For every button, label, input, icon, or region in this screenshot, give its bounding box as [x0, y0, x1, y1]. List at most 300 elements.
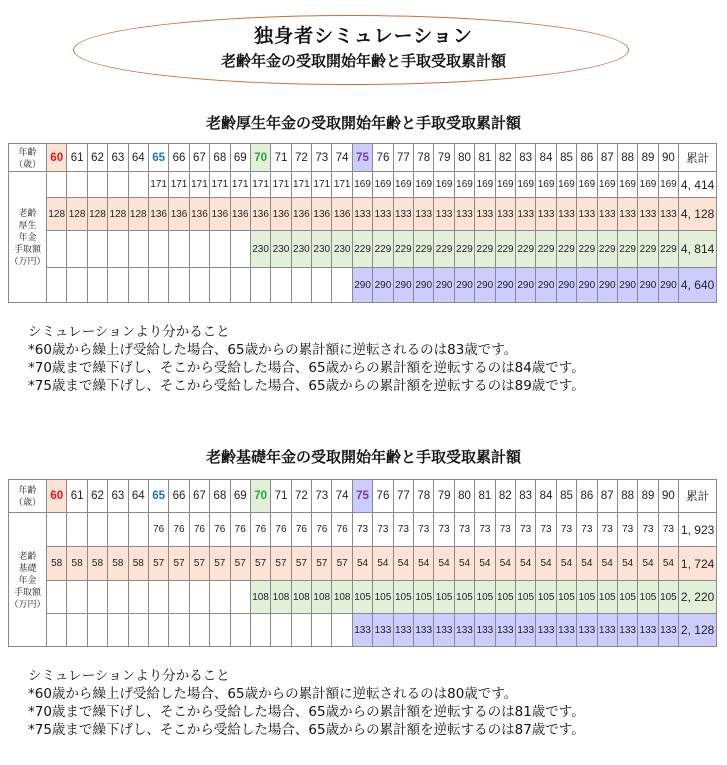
value-cell: 133 [597, 614, 617, 647]
value-cell [250, 268, 270, 303]
value-cell: 73 [577, 513, 597, 547]
value-cell: 136 [230, 198, 250, 231]
value-cell: 133 [454, 614, 474, 647]
value-cell: 105 [515, 581, 535, 614]
value-cell: 54 [414, 547, 434, 581]
value-cell: 133 [658, 614, 678, 647]
value-cell [189, 231, 209, 268]
value-cell: 230 [312, 231, 332, 268]
notes-heading: シミュレーションより分かること [28, 668, 230, 684]
value-cell: 105 [454, 581, 474, 614]
value-cell [250, 614, 270, 647]
value-cell: 169 [352, 172, 372, 198]
value-cell: 57 [291, 547, 311, 581]
value-cell: 76 [189, 513, 209, 547]
value-cell: 229 [658, 231, 678, 268]
value-cell [128, 172, 148, 198]
value-cell: 136 [271, 198, 291, 231]
data-row-start-70 [9, 231, 717, 268]
value-cell [108, 231, 128, 268]
value-cell: 169 [597, 172, 617, 198]
age-label: 年齢 [18, 146, 37, 157]
age-header-79: 79 [434, 480, 454, 513]
value-cell: 229 [495, 231, 515, 268]
value-cell: 73 [414, 513, 434, 547]
value-cell: 108 [312, 581, 332, 614]
value-cell [47, 614, 67, 647]
data-row-start-75 [9, 614, 717, 647]
header-row [9, 144, 717, 172]
value-cell: 290 [638, 268, 658, 303]
total-cell: 4, 128 [679, 198, 717, 231]
value-cell [210, 268, 230, 303]
value-cell [210, 231, 230, 268]
value-cell: 73 [597, 513, 617, 547]
age-header-74: 74 [332, 144, 352, 172]
value-cell: 57 [169, 547, 189, 581]
value-cell: 73 [393, 513, 413, 547]
age-header-label [9, 144, 47, 172]
total-cell: 4, 814 [679, 231, 717, 268]
age-unit-label: （歳） [13, 158, 41, 169]
value-cell: 133 [373, 614, 393, 647]
age-header-60: 60 [47, 480, 67, 513]
value-cell: 54 [454, 547, 474, 581]
value-cell [67, 172, 87, 198]
value-cell: 58 [47, 547, 67, 581]
value-cell: 133 [617, 614, 637, 647]
value-cell [67, 231, 87, 268]
value-cell: 128 [128, 198, 148, 231]
value-cell [332, 268, 352, 303]
value-cell: 136 [210, 198, 230, 231]
value-cell: 133 [495, 614, 515, 647]
age-header-75: 75 [352, 144, 372, 172]
value-cell: 171 [271, 172, 291, 198]
note-line: *70歳まで繰下げし、そこから受給した場合、65歳からの累計額を逆転するのは84歳です。 [28, 360, 585, 376]
age-header-70: 70 [250, 480, 270, 513]
age-header-77: 77 [393, 144, 413, 172]
value-cell: 169 [638, 172, 658, 198]
value-cell: 169 [556, 172, 576, 198]
data-row-start-70 [9, 581, 717, 614]
value-cell: 108 [250, 581, 270, 614]
age-header-84: 84 [536, 480, 556, 513]
age-header-79: 79 [434, 144, 454, 172]
value-cell: 105 [658, 581, 678, 614]
value-cell: 133 [495, 198, 515, 231]
age-header-86: 86 [577, 480, 597, 513]
age-header-80: 80 [454, 480, 474, 513]
value-cell [67, 581, 87, 614]
value-cell [271, 614, 291, 647]
value-cell: 290 [352, 268, 372, 303]
value-cell [189, 614, 209, 647]
value-cell: 73 [495, 513, 515, 547]
age-header-90: 90 [658, 144, 678, 172]
value-cell [230, 231, 250, 268]
age-header-75: 75 [352, 480, 372, 513]
value-cell: 105 [638, 581, 658, 614]
value-cell [87, 268, 107, 303]
value-cell: 136 [291, 198, 311, 231]
age-header-76: 76 [373, 144, 393, 172]
value-cell: 133 [577, 614, 597, 647]
value-cell: 108 [271, 581, 291, 614]
value-cell: 171 [230, 172, 250, 198]
value-cell: 54 [556, 547, 576, 581]
value-cell: 73 [454, 513, 474, 547]
age-header-70: 70 [250, 144, 270, 172]
data-row-start-60 [9, 198, 717, 231]
total-header: 累計 [679, 144, 717, 172]
value-cell: 73 [536, 513, 556, 547]
value-cell: 58 [67, 547, 87, 581]
value-cell: 133 [577, 198, 597, 231]
value-cell [108, 172, 128, 198]
age-header-64: 64 [128, 480, 148, 513]
value-cell [108, 614, 128, 647]
value-cell: 105 [352, 581, 372, 614]
value-cell: 54 [393, 547, 413, 581]
value-cell: 290 [617, 268, 637, 303]
value-cell: 76 [291, 513, 311, 547]
value-cell: 230 [250, 231, 270, 268]
value-cell: 76 [148, 513, 168, 547]
value-cell: 133 [536, 198, 556, 231]
value-cell [128, 513, 148, 547]
age-header-78: 78 [414, 480, 434, 513]
value-cell: 58 [108, 547, 128, 581]
value-cell: 229 [638, 231, 658, 268]
value-cell: 133 [556, 198, 576, 231]
value-cell [169, 614, 189, 647]
note-line: *70歳まで繰下げし、そこから受給した場合、65歳からの累計額を逆転するのは81歳です。 [28, 704, 585, 720]
value-cell [47, 172, 67, 198]
value-cell: 229 [577, 231, 597, 268]
value-cell: 133 [454, 198, 474, 231]
value-cell: 290 [495, 268, 515, 303]
value-cell [108, 513, 128, 547]
value-cell [169, 581, 189, 614]
value-cell: 136 [312, 198, 332, 231]
age-header-63: 63 [108, 144, 128, 172]
age-header-89: 89 [638, 480, 658, 513]
value-cell: 169 [414, 172, 434, 198]
age-header-85: 85 [556, 480, 576, 513]
total-cell: 4, 640 [679, 268, 717, 303]
value-cell: 57 [189, 547, 209, 581]
value-cell: 290 [658, 268, 678, 303]
age-header-68: 68 [210, 480, 230, 513]
age-header-65: 65 [148, 480, 168, 513]
value-cell: 133 [638, 614, 658, 647]
value-cell: 290 [577, 268, 597, 303]
value-cell: 133 [638, 198, 658, 231]
table1-title: 老齢厚生年金の受取開始年齢と手取受取累計額 [205, 114, 521, 132]
value-cell: 169 [475, 172, 495, 198]
value-cell: 57 [271, 547, 291, 581]
value-cell: 229 [414, 231, 434, 268]
value-cell: 171 [332, 172, 352, 198]
value-cell: 58 [128, 547, 148, 581]
value-cell: 133 [617, 198, 637, 231]
value-cell: 54 [352, 547, 372, 581]
value-cell: 57 [148, 547, 168, 581]
value-cell: 133 [414, 198, 434, 231]
value-cell [47, 268, 67, 303]
value-cell [128, 231, 148, 268]
age-header-62: 62 [87, 480, 107, 513]
value-cell: 73 [352, 513, 372, 547]
value-cell: 133 [352, 614, 372, 647]
age-header-89: 89 [638, 144, 658, 172]
age-header-78: 78 [414, 144, 434, 172]
row-label [9, 513, 47, 647]
row-label-line: 老齢 [18, 550, 37, 561]
value-cell: 229 [597, 231, 617, 268]
value-cell: 136 [332, 198, 352, 231]
age-unit-label: （歳） [13, 497, 41, 507]
value-cell: 171 [148, 172, 168, 198]
value-cell: 229 [454, 231, 474, 268]
value-cell: 108 [291, 581, 311, 614]
age-header-83: 83 [515, 480, 535, 513]
value-cell [148, 614, 168, 647]
age-header-71: 71 [271, 480, 291, 513]
age-header-90: 90 [658, 480, 678, 513]
age-header-84: 84 [536, 144, 556, 172]
value-cell [169, 268, 189, 303]
value-cell: 128 [67, 198, 87, 231]
row-label [9, 172, 47, 303]
value-cell [148, 268, 168, 303]
value-cell: 128 [108, 198, 128, 231]
value-cell [312, 268, 332, 303]
value-cell: 73 [515, 513, 535, 547]
age-header-64: 64 [128, 144, 148, 172]
value-cell: 290 [536, 268, 556, 303]
age-header-73: 73 [312, 480, 332, 513]
value-cell [271, 268, 291, 303]
age-header-83: 83 [515, 144, 535, 172]
age-header-82: 82 [495, 144, 515, 172]
age-header-63: 63 [108, 480, 128, 513]
age-header-61: 61 [67, 144, 87, 172]
value-cell: 105 [393, 581, 413, 614]
row-label-line: 基礎 [18, 562, 37, 573]
value-cell: 105 [373, 581, 393, 614]
value-cell: 133 [434, 198, 454, 231]
value-cell: 76 [271, 513, 291, 547]
value-cell [128, 268, 148, 303]
value-cell: 105 [495, 581, 515, 614]
age-header-61: 61 [67, 480, 87, 513]
value-cell: 73 [658, 513, 678, 547]
row-label-line: 年金 [18, 574, 37, 585]
value-cell [189, 268, 209, 303]
value-cell: 105 [475, 581, 495, 614]
kiso-nenkin-table [8, 479, 717, 647]
value-cell: 136 [189, 198, 209, 231]
note-line: *75歳まで繰下げし、そこから受給した場合、65歳からの累計額を逆転するのは89歳です。 [28, 378, 585, 394]
page-title: 独身者シミュレーション [254, 25, 473, 47]
value-cell: 171 [169, 172, 189, 198]
age-header-85: 85 [556, 144, 576, 172]
value-cell: 76 [250, 513, 270, 547]
value-cell: 54 [434, 547, 454, 581]
age-header-62: 62 [87, 144, 107, 172]
age-header-87: 87 [597, 480, 617, 513]
value-cell: 133 [475, 198, 495, 231]
value-cell: 57 [332, 547, 352, 581]
value-cell [108, 581, 128, 614]
value-cell: 169 [495, 172, 515, 198]
value-cell: 136 [169, 198, 189, 231]
row-label-line: 手取額 [13, 586, 41, 597]
value-cell: 290 [597, 268, 617, 303]
value-cell [87, 614, 107, 647]
age-header-68: 68 [210, 144, 230, 172]
age-header-81: 81 [475, 144, 495, 172]
value-cell [230, 268, 250, 303]
value-cell: 76 [312, 513, 332, 547]
age-header-72: 72 [291, 480, 311, 513]
age-header-82: 82 [495, 480, 515, 513]
value-cell: 73 [638, 513, 658, 547]
value-cell: 171 [312, 172, 332, 198]
value-cell: 54 [658, 547, 678, 581]
value-cell: 169 [536, 172, 556, 198]
value-cell [87, 581, 107, 614]
value-cell: 169 [393, 172, 413, 198]
value-cell: 229 [515, 231, 535, 268]
value-cell: 54 [536, 547, 556, 581]
value-cell [47, 513, 67, 547]
age-header-77: 77 [393, 480, 413, 513]
table1-notes [28, 323, 585, 395]
value-cell: 105 [536, 581, 556, 614]
value-cell [169, 231, 189, 268]
row-label-line: 年金 [18, 232, 37, 242]
total-cell: 1, 724 [679, 547, 717, 581]
value-cell [87, 513, 107, 547]
value-cell [148, 581, 168, 614]
value-cell: 133 [658, 198, 678, 231]
value-cell [312, 614, 332, 647]
value-cell: 169 [577, 172, 597, 198]
value-cell: 229 [617, 231, 637, 268]
age-header-71: 71 [271, 144, 291, 172]
age-header-65: 65 [148, 144, 168, 172]
value-cell [189, 581, 209, 614]
value-cell [87, 231, 107, 268]
value-cell: 57 [250, 547, 270, 581]
value-cell: 171 [291, 172, 311, 198]
value-cell: 229 [393, 231, 413, 268]
row-label-line: 老齢 [18, 208, 37, 218]
value-cell: 229 [475, 231, 495, 268]
value-cell [332, 614, 352, 647]
age-header-69: 69 [230, 144, 250, 172]
total-cell: 2, 128 [679, 614, 717, 647]
value-cell: 171 [210, 172, 230, 198]
value-cell: 290 [454, 268, 474, 303]
age-header-69: 69 [230, 480, 250, 513]
value-cell [87, 172, 107, 198]
value-cell: 105 [434, 581, 454, 614]
notes-heading: シミュレーションより分かること [28, 324, 230, 340]
value-cell [67, 614, 87, 647]
value-cell: 54 [515, 547, 535, 581]
value-cell [128, 614, 148, 647]
value-cell: 54 [475, 547, 495, 581]
value-cell: 290 [515, 268, 535, 303]
value-cell: 108 [332, 581, 352, 614]
value-cell: 76 [169, 513, 189, 547]
age-header-74: 74 [332, 480, 352, 513]
note-line: *75歳まで繰下げし、そこから受給した場合、65歳からの累計額を逆転するのは87歳です。 [28, 722, 585, 738]
value-cell: 133 [352, 198, 372, 231]
value-cell [210, 614, 230, 647]
value-cell: 136 [148, 198, 168, 231]
age-header-67: 67 [189, 144, 209, 172]
value-cell: 229 [556, 231, 576, 268]
row-label-line: 手取額 [13, 244, 41, 254]
value-cell: 290 [393, 268, 413, 303]
value-cell: 73 [556, 513, 576, 547]
age-header-67: 67 [189, 480, 209, 513]
value-cell [47, 231, 67, 268]
value-cell: 54 [597, 547, 617, 581]
age-header-76: 76 [373, 480, 393, 513]
header-row [9, 480, 717, 513]
value-cell: 133 [515, 614, 535, 647]
table2-title: 老齢基礎年金の受取開始年齢と手取受取累計額 [205, 448, 521, 466]
value-cell [291, 614, 311, 647]
data-row-start-60 [9, 547, 717, 581]
value-cell: 133 [515, 198, 535, 231]
age-header-81: 81 [475, 480, 495, 513]
value-cell: 73 [475, 513, 495, 547]
row-label-line: 厚生 [18, 220, 37, 230]
data-row-start-75 [9, 268, 717, 303]
value-cell: 73 [373, 513, 393, 547]
value-cell: 58 [87, 547, 107, 581]
age-header-87: 87 [597, 144, 617, 172]
value-cell [108, 268, 128, 303]
value-cell: 133 [414, 614, 434, 647]
value-cell [128, 581, 148, 614]
age-header-80: 80 [454, 144, 474, 172]
value-cell: 229 [352, 231, 372, 268]
value-cell: 133 [597, 198, 617, 231]
value-cell: 128 [87, 198, 107, 231]
value-cell: 133 [373, 198, 393, 231]
row-label-unit: （万円） [9, 256, 46, 266]
value-cell: 229 [536, 231, 556, 268]
value-cell: 169 [373, 172, 393, 198]
value-cell: 171 [189, 172, 209, 198]
value-cell: 169 [434, 172, 454, 198]
value-cell: 73 [617, 513, 637, 547]
value-cell: 290 [556, 268, 576, 303]
value-cell: 105 [597, 581, 617, 614]
value-cell: 76 [210, 513, 230, 547]
age-header-60: 60 [47, 144, 67, 172]
note-line: *60歳から繰上げ受給した場合、65歳からの累計額に逆転されるのは80歳です。 [28, 686, 518, 702]
total-cell: 2, 220 [679, 581, 717, 614]
